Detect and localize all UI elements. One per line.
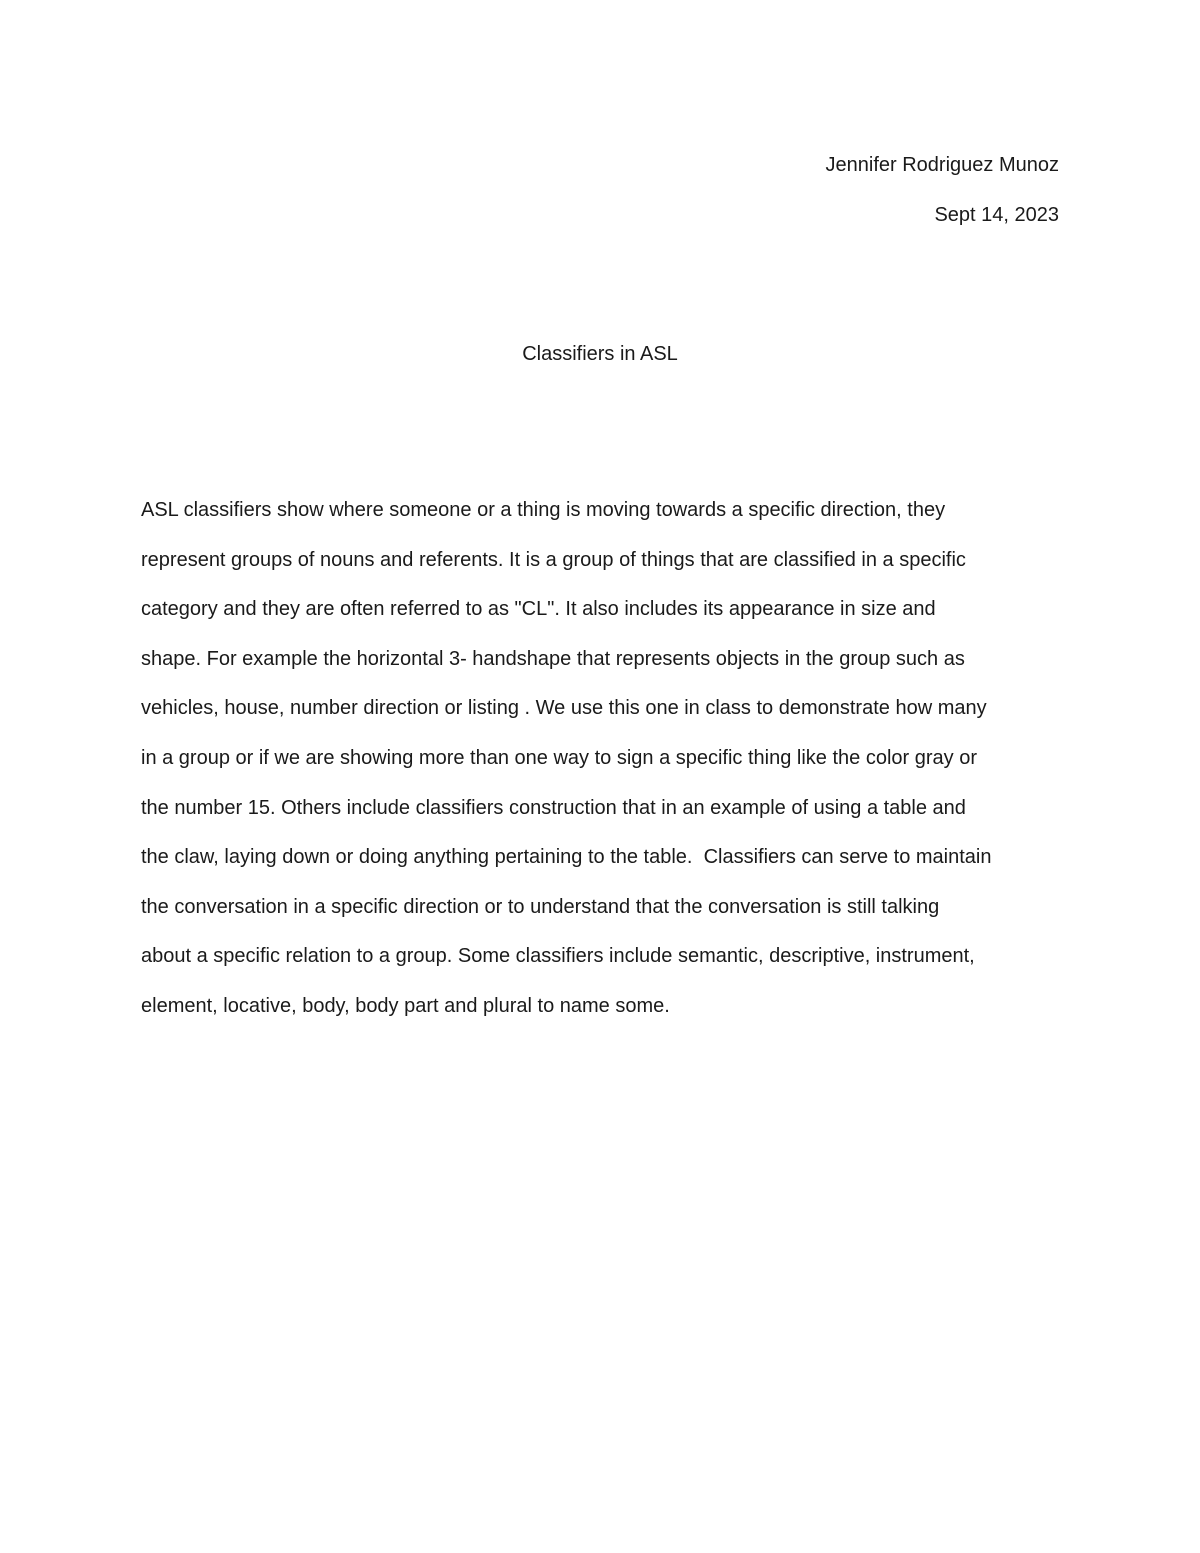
body-paragraph [141, 486, 1071, 1032]
body-line: the claw, laying down or doing anything pertaining to the table. Classifiers can serve to maintain [141, 846, 992, 869]
body-line: in a group or if we are showing more than one way to sign a specific thing like the color gray or [141, 746, 977, 769]
body-line: category and they are often referred to as "CL". It also includes its appearance in size and [141, 598, 936, 621]
header-block [826, 141, 1059, 240]
body-line: shape. For example the horizontal 3- handshape that represents objects in the group such as [141, 647, 965, 670]
body-line: ASL classifiers show where someone or a thing is moving towards a specific direction, they [141, 499, 946, 521]
body-line: represent groups of nouns and referents. It is a group of things that are classified in a specific [141, 548, 966, 571]
document-date: Sept 14, 2023 [934, 203, 1059, 226]
body-line: the conversation in a specific direction or to understand that the conversation is still talking [141, 895, 940, 918]
body-line: about a specific relation to a group. Some classifiers include semantic, descriptive, instrument, [141, 945, 975, 968]
body-line: the number 15. Others include classifiers construction that in an example of using a table and [141, 796, 966, 819]
body-line: vehicles, house, number direction or listing . We use this one in class to demonstrate how many [141, 697, 987, 720]
author-name: Jennifer Rodriguez Munoz [825, 154, 1059, 176]
document-title: Classifiers in ASL [522, 343, 678, 365]
body-line: element, locative, body, body part and plural to name some. [141, 994, 670, 1017]
